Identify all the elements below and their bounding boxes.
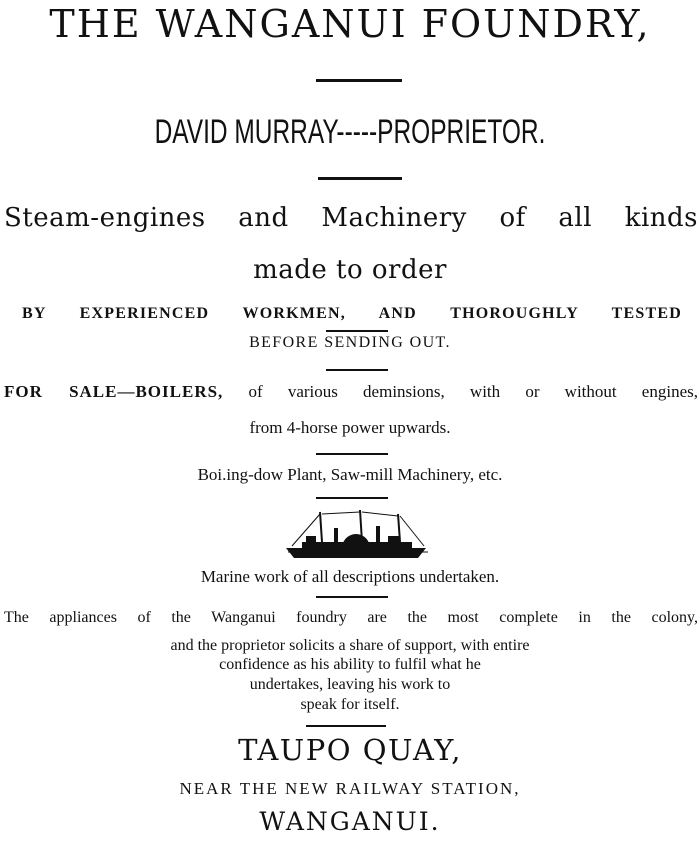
advert-title: THE WANGANUI FOUNDRY, [49, 2, 651, 46]
appliances-line-1: The appliances of the Wanganui foundry are the most complete in the colony, [4, 609, 698, 626]
appliances-line-3: confidence as his ability to fulfil what he [219, 656, 481, 673]
address-street: TAUPO QUAY, [238, 733, 462, 767]
steam-engines-line: Steam-engines and Machinery of all kinds [4, 203, 698, 233]
proprietor-line: DAVID MURRAY-----PROPRIETOR. [154, 113, 546, 151]
divider-rule [306, 725, 386, 727]
before-sending-line: BEFORE SENDING OUT. [249, 334, 451, 351]
for-sale-rest: of various deminsions, with or without engines, [223, 382, 698, 401]
divider-rule [316, 596, 388, 598]
divider-rule [316, 79, 402, 82]
paddle-steamer-icon [282, 508, 430, 564]
marine-work-line: Marine work of all descriptions undertaken. [200, 567, 500, 586]
for-sale-lead: FOR SALE—BOILERS, [4, 382, 224, 401]
divider-rule [318, 177, 402, 180]
divider-rule [326, 369, 388, 371]
for-sale-line [4, 382, 698, 402]
boiling-down-line: Boi.ing-dow Plant, Saw-mill Machinery, etc. [197, 465, 503, 484]
appliances-line-2: and the proprietor solicits a share of support, with entire [170, 637, 530, 654]
appliances-line-5: speak for itself. [300, 696, 400, 713]
address-near: NEAR THE NEW RAILWAY STATION, [179, 779, 521, 798]
horse-power-line: from 4-horse power upwards. [249, 418, 451, 437]
appliances-line-4: undertakes, leaving his work to [249, 676, 451, 693]
divider-rule [316, 497, 388, 499]
workmen-line: BY EXPERIENCED WORKMEN, AND THOROUGHLY TESTED [22, 305, 682, 322]
divider-rule [326, 330, 388, 332]
made-to-order-line: made to order [253, 255, 447, 285]
divider-rule [316, 453, 388, 455]
address-town: WANGANUI. [259, 807, 441, 836]
